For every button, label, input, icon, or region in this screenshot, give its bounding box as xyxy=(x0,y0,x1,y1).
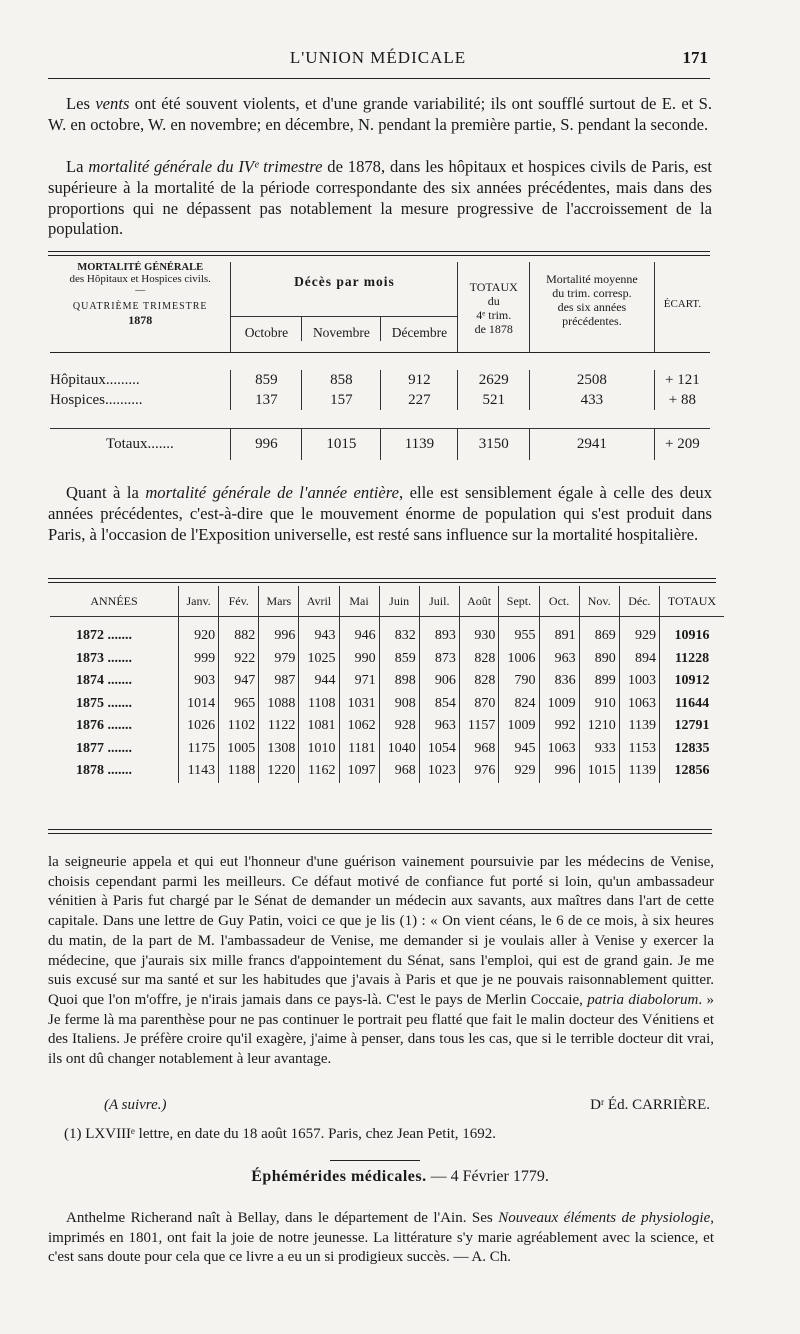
month-cell: 1015 xyxy=(579,760,619,783)
table-row xyxy=(50,648,724,671)
year-cell: 1875 ....... xyxy=(76,695,132,711)
text-run: La xyxy=(66,157,89,176)
text-run: ont été souvent violents, et d'une grande variabilité; ils ont soufflé surtout de E. et S. W. en octobre, W. en novembre; en décembre, N. pendant la première partie, S. pendant la seconde. xyxy=(48,94,713,134)
header-cell: Mai xyxy=(339,586,379,617)
month-cell: 1063 xyxy=(619,693,659,716)
cell-dec: 1139 xyxy=(381,428,458,460)
table2-bottom-rule-thin xyxy=(48,833,712,834)
month-cell: 891 xyxy=(539,625,579,648)
month-cell: 1220 xyxy=(259,760,299,783)
month-cell: 968 xyxy=(379,760,419,783)
month-cell: 922 xyxy=(219,648,259,671)
header-cell: Avril xyxy=(299,586,339,617)
cell-dec: 227 xyxy=(381,390,458,410)
year-cell: 1876 ....... xyxy=(76,718,132,734)
year-cell: 1874 ....... xyxy=(76,673,132,689)
year-cell: 1878 ....... xyxy=(76,763,132,779)
month-cell: 869 xyxy=(579,625,619,648)
month-cell: 976 xyxy=(459,760,499,783)
stub-subtitle: des Hôpitaux et Hospices civils. xyxy=(69,273,211,285)
month-cell: 1157 xyxy=(459,715,499,738)
footnote: (1) LXVIIIᵉ lettre, en date du 18 août 1657. Paris, chez Jean Petit, 1692. xyxy=(64,1126,497,1142)
cell-oct: 996 xyxy=(231,428,302,460)
month-cell: 828 xyxy=(459,648,499,671)
stub-dash: — xyxy=(135,285,146,296)
month-cell: 828 xyxy=(459,670,499,693)
month-cell: 1031 xyxy=(339,693,379,716)
month-cell: 996 xyxy=(539,760,579,783)
month-cell: 1108 xyxy=(299,693,339,716)
month-cell: 1006 xyxy=(499,648,539,671)
month-cell: 920 xyxy=(179,625,219,648)
month-cell: 859 xyxy=(379,648,419,671)
table2-top-rule xyxy=(48,578,716,579)
average-header-line: Mortalité moyenne xyxy=(546,272,638,286)
total-cell: 10912 xyxy=(660,670,725,693)
month-cell: 963 xyxy=(419,715,459,738)
cell-total: 521 xyxy=(458,390,530,410)
cell-average: 433 xyxy=(530,390,655,410)
paragraph-winds xyxy=(48,94,712,136)
month-cell: 930 xyxy=(459,625,499,648)
header-cell: Août xyxy=(459,586,499,617)
header-cell: Mars xyxy=(259,586,299,617)
totals-header-line: TOTAUX xyxy=(469,280,518,294)
month-cell: 1025 xyxy=(299,648,339,671)
italic-run: vents xyxy=(95,94,130,113)
deaths-header-label: Décès par mois xyxy=(294,274,395,289)
month-cell: 1003 xyxy=(619,670,659,693)
month-cell: 945 xyxy=(499,738,539,761)
section-title: Éphémérides médicales. xyxy=(251,1168,427,1185)
section-heading xyxy=(0,1168,800,1186)
month-cell: 836 xyxy=(539,670,579,693)
month-cell: 824 xyxy=(499,693,539,716)
text-run: . » Je ferme là ma parenthèse pour ne pas continuer le portrait peu flatté que fait le malin docteur des Vénitiens et des Italiens. Je préfère croire qu'il exagère, j'aime à penser, dans tous les cas, que si le terrible docteur dit vrai, ils ont dû changer notablement à leur avantage. xyxy=(48,991,714,1068)
table1-top-rule-thin xyxy=(48,255,710,256)
month-cell: 1005 xyxy=(219,738,259,761)
month-cell: 1175 xyxy=(179,738,219,761)
paragraph-mortality-quarter xyxy=(48,157,712,240)
month-cell: 947 xyxy=(219,670,259,693)
month-cell: 873 xyxy=(419,648,459,671)
page-number: 171 xyxy=(682,48,708,67)
month-cell: 1181 xyxy=(339,738,379,761)
month-cell: 1014 xyxy=(179,693,219,716)
month-cell: 1088 xyxy=(259,693,299,716)
cell-ecart: + 209 xyxy=(665,435,700,452)
month-cell: 890 xyxy=(579,648,619,671)
table2-bottom-rule xyxy=(48,829,712,830)
text-run: la seigneurie appela et qui eut l'honneur d'une guérison vainement poursuivie par les médecins de Venise, choisis cependant parmi les meilleurs. Ce défaut motivé de confiance fut porté si loin, qu'un ambassadeur vénitien à Paris fut chargé par le Sénat de demander un médecin aux savants, aux maîtres dans l'art de cette capitale. Dans une lettre de Guy Patin, voici ce que je lis (1) : « On vient céans, le 6 de ce mois, à six heures du matin, de la part de M. l'ambassadeur de Venise, me demander si je voulais aller à Venise y exercer la médecine, que j'aurais six mille francs d'appointement du Sénat, sans l'emploi, qui est de grand gain. Je me suis excusé sur ma santé et sur les habitudes que j'avais à Paris et que je ne pouvais raisonnablement quitter. Quoi que l'on m'offre, je n'irais jamais dans ce pays-là. C'est le pays de Merlin Coccaie, xyxy=(48,854,714,1008)
month-cell: 1081 xyxy=(299,715,339,738)
totals-header xyxy=(458,262,530,352)
year-cell: 1872 ....... xyxy=(76,628,132,644)
cell-total: 2629 xyxy=(458,370,530,390)
month-cell: 1210 xyxy=(579,715,619,738)
header-cell: Juin xyxy=(379,586,419,617)
table-row xyxy=(50,670,724,693)
month-cell: 979 xyxy=(259,648,299,671)
month-cell: 1040 xyxy=(379,738,419,761)
header-cell: Juil. xyxy=(419,586,459,617)
table1-stub-header xyxy=(50,262,231,352)
month-cell: 1062 xyxy=(339,715,379,738)
month-cell: 929 xyxy=(619,625,659,648)
text-run: Quant à la xyxy=(66,483,146,502)
paragraph-venice xyxy=(48,853,714,1070)
table1-row-hopitaux xyxy=(50,370,710,390)
table2-header-row xyxy=(50,586,724,617)
month-cell: 996 xyxy=(259,625,299,648)
total-cell: 12856 xyxy=(660,760,725,783)
month-cell: 933 xyxy=(579,738,619,761)
month-cell: 990 xyxy=(339,648,379,671)
average-header-line: du trim. corresp. xyxy=(552,286,632,300)
month-cell: 903 xyxy=(179,670,219,693)
table1-row-hospices xyxy=(50,390,710,410)
month-december: Décembre xyxy=(391,325,448,340)
quarterly-mortality-table xyxy=(50,262,710,472)
total-cell: 11644 xyxy=(660,693,725,716)
row-label: Totaux....... xyxy=(50,428,231,460)
section-rule xyxy=(330,1160,420,1161)
month-cell: 882 xyxy=(219,625,259,648)
cell-oct: 137 xyxy=(231,390,302,410)
month-cell: 971 xyxy=(339,670,379,693)
cell-ecart: + 121 xyxy=(665,371,700,388)
month-cell: 1026 xyxy=(179,715,219,738)
average-header xyxy=(530,262,655,352)
month-cell: 963 xyxy=(539,648,579,671)
stub-title: MORTALITÉ GÉNÉRALE xyxy=(77,262,204,273)
month-cell: 898 xyxy=(379,670,419,693)
total-cell: 12791 xyxy=(660,715,725,738)
section-date: — 4 Février 1779. xyxy=(426,1168,549,1185)
text-run: Anthelme Richerand naît à Bellay, dans le département de l'Ain. Ses xyxy=(66,1210,499,1226)
table-row xyxy=(50,738,724,761)
month-october: Octobre xyxy=(231,317,302,341)
month-cell: 1009 xyxy=(539,693,579,716)
italic-run: mortalité générale du IVᵉ trimestre xyxy=(88,157,323,176)
totals-header-line: 4ᵉ trim. xyxy=(476,308,512,322)
signature-row xyxy=(48,1097,710,1117)
average-header-line: des six années xyxy=(557,300,627,314)
month-cell: 999 xyxy=(179,648,219,671)
page-header xyxy=(48,46,708,74)
month-cell: 1010 xyxy=(299,738,339,761)
month-cell: 870 xyxy=(459,693,499,716)
year-cell: 1873 ....... xyxy=(76,650,132,666)
text-run: , elle est sensiblement égale à celle des deux années précédentes, c'est-à-dire que le mouvement énorme de population qui s'est produit dans Paris, à l'occasion de l'Exposition universelle, est resté sans influence sur la mortalité hospitalière. xyxy=(48,483,713,544)
running-title: L'UNION MÉDICALE xyxy=(289,48,467,67)
header-cell: Janv. xyxy=(179,586,219,617)
paragraph-annual-mortality xyxy=(48,483,712,545)
month-cell: 899 xyxy=(579,670,619,693)
month-cell: 1063 xyxy=(539,738,579,761)
paragraph-richerand xyxy=(48,1209,714,1268)
month-cell: 790 xyxy=(499,670,539,693)
total-cell: 12835 xyxy=(660,738,725,761)
month-cell: 854 xyxy=(419,693,459,716)
author-signature: Dʳ Éd. CARRIÈRE. xyxy=(590,1097,710,1113)
month-cell: 944 xyxy=(299,670,339,693)
italic-run: patria diabolorum xyxy=(587,991,699,1008)
table-row xyxy=(50,760,724,783)
month-cell: 894 xyxy=(619,648,659,671)
ecart-header: ÉCART. xyxy=(663,298,702,310)
month-cell: 893 xyxy=(419,625,459,648)
month-cell: 910 xyxy=(579,693,619,716)
month-cell: 992 xyxy=(539,715,579,738)
header-cell: Oct. xyxy=(539,586,579,617)
table-row xyxy=(50,715,724,738)
cell-average: 2941 xyxy=(530,428,655,460)
month-cell: 1139 xyxy=(619,760,659,783)
month-cell: 928 xyxy=(379,715,419,738)
month-cell: 1009 xyxy=(499,715,539,738)
text-run: , imprimés en 1801, ont fait la joie de notre jeunesse. La littérature s'y marie agréablement avec la science, et c'est sans doute pour cela que ce livre a eu un si prodigieux succès. — A. Ch. xyxy=(48,1210,714,1266)
month-november: Novembre xyxy=(302,317,381,341)
stub-quarter: QUATRIÈME TRIMESTRE xyxy=(72,301,208,312)
month-cell: 929 xyxy=(499,760,539,783)
cell-ecart: + 88 xyxy=(668,391,697,408)
text-run: de 1878, dans les hôpitaux et hospices civils de Paris, est supérieure à la mortalité de la période correspondante des six années précédentes, mais dans des proportions qui ne dépassent pas notablement la mesure progressive de l'accroissement de la population. xyxy=(48,157,712,239)
month-cell: 987 xyxy=(259,670,299,693)
month-cell: 1097 xyxy=(339,760,379,783)
total-cell: 11228 xyxy=(660,648,725,671)
cell-nov: 157 xyxy=(302,390,381,410)
table1-spacer xyxy=(50,352,710,370)
month-cell: 1054 xyxy=(419,738,459,761)
stub-year: 1878 xyxy=(128,313,153,327)
yearly-mortality-table xyxy=(50,586,724,783)
year-cell: 1877 ....... xyxy=(76,740,132,756)
header-rule xyxy=(48,78,710,79)
row-label: Hôpitaux......... xyxy=(50,370,231,390)
italic-run: Nouveaux éléments de physiologie xyxy=(498,1210,711,1226)
month-cell: 1188 xyxy=(219,760,259,783)
month-cell: 955 xyxy=(499,625,539,648)
table1-row-totaux xyxy=(50,428,710,460)
month-cell: 832 xyxy=(379,625,419,648)
cell-nov: 1015 xyxy=(302,428,381,460)
table1-spacer xyxy=(50,410,710,428)
month-cell: 943 xyxy=(299,625,339,648)
totals-header-line: de 1878 xyxy=(474,322,513,336)
text-run: Les xyxy=(66,94,96,113)
month-cell: 1162 xyxy=(299,760,339,783)
totals-header-line: du xyxy=(487,294,500,308)
month-cell: 1023 xyxy=(419,760,459,783)
month-cell: 965 xyxy=(219,693,259,716)
cell-average: 2508 xyxy=(530,370,655,390)
month-cell: 1139 xyxy=(619,715,659,738)
table-row xyxy=(50,625,724,648)
month-cell: 908 xyxy=(379,693,419,716)
month-cell: 1102 xyxy=(219,715,259,738)
cell-nov: 858 xyxy=(302,370,381,390)
header-cell: TOTAUX xyxy=(660,586,725,617)
month-cell: 1153 xyxy=(619,738,659,761)
table2-body xyxy=(50,617,724,783)
header-cell: ANNÉES xyxy=(50,586,179,617)
italic-run: mortalité générale de l'année entière xyxy=(145,483,399,502)
deaths-per-month-header xyxy=(231,262,458,352)
header-cell: Déc. xyxy=(619,586,659,617)
month-cell: 968 xyxy=(459,738,499,761)
cell-oct: 859 xyxy=(231,370,302,390)
header-cell: Fév. xyxy=(219,586,259,617)
table-row xyxy=(50,693,724,716)
total-cell: 10916 xyxy=(660,625,725,648)
month-cell: 946 xyxy=(339,625,379,648)
cell-total: 3150 xyxy=(458,428,530,460)
month-cell: 1143 xyxy=(179,760,219,783)
cell-dec: 912 xyxy=(381,370,458,390)
table2-top-rule-thin xyxy=(48,582,716,583)
average-header-line: précédentes. xyxy=(562,314,622,328)
to-be-continued: (A suivre.) xyxy=(104,1097,167,1113)
month-cell: 1308 xyxy=(259,738,299,761)
month-cell: 906 xyxy=(419,670,459,693)
header-cell: Nov. xyxy=(579,586,619,617)
header-cell: Sept. xyxy=(499,586,539,617)
table1-top-rule xyxy=(48,251,710,252)
month-cell: 1122 xyxy=(259,715,299,738)
row-label: Hospices.......... xyxy=(50,390,231,410)
